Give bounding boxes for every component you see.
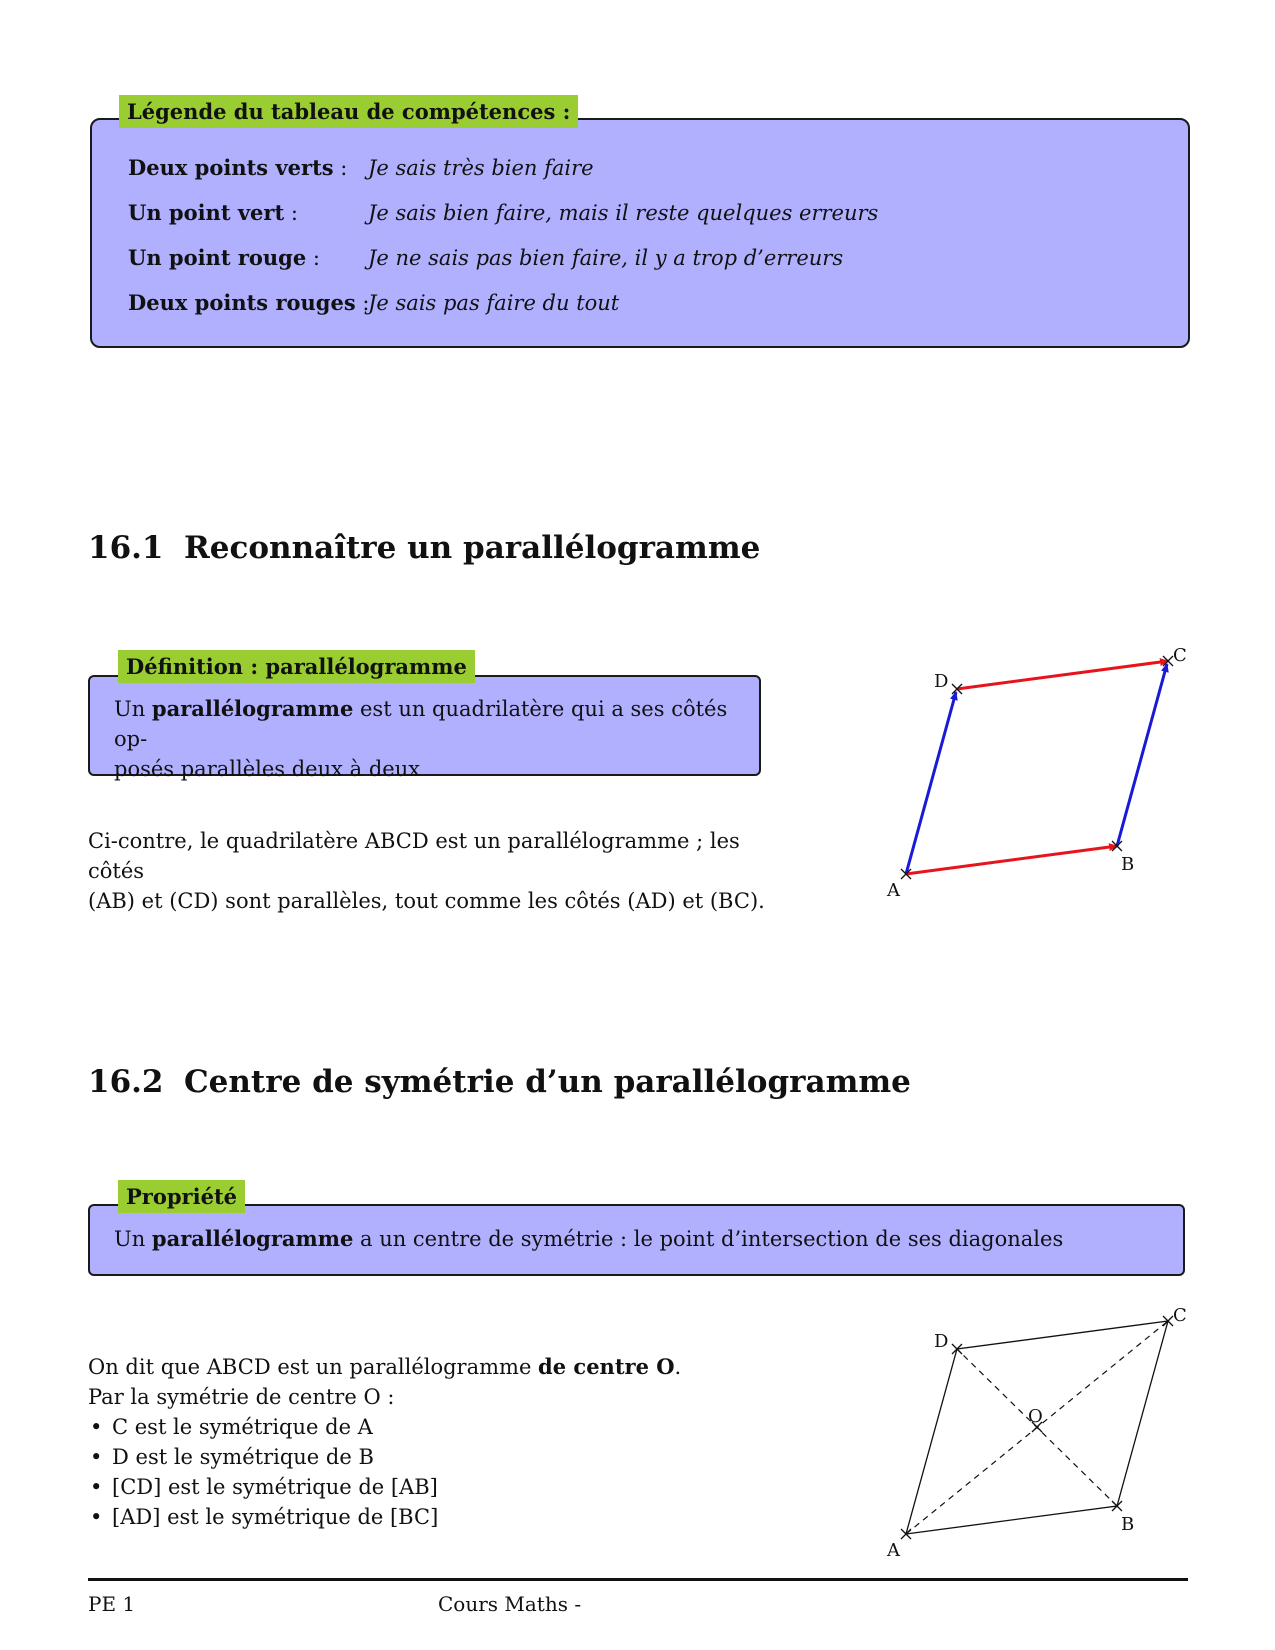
list-item: • [AD] est le symétrique de [BC] [88,1502,788,1532]
definition-text [114,694,754,784]
legend-sep: : [306,246,320,270]
section-title: Centre de symétrie d’un parallélogramme [184,1064,911,1100]
property-pre: Un [114,1227,152,1251]
section-title: Reconnaître un parallélogramme [184,530,761,566]
legend-sep: : [284,201,298,225]
definition-pre: Un [114,697,152,721]
section-heading-16-1 [88,530,760,566]
legend-key: Deux points rouges [128,290,356,315]
legend-value: Je ne sais pas bien faire, il y a trop d’erreurs [368,246,844,270]
legend-key: Deux points verts [128,155,334,180]
legend-row [128,289,619,317]
section1-text-line2: (AB) et (CD) sont parallèles, tout comme les côtés (AD) et (BC). [88,889,765,913]
label-a: A [887,880,900,900]
side-ad [906,692,956,874]
property-post: a un centre de symétrie : le point d’intersection de ses diagonales [353,1227,1064,1251]
side-dc [957,661,1168,689]
list-item: • C est le symétrique de A [88,1412,788,1442]
symmetry-list [88,1412,788,1532]
label-c: C [1173,645,1187,666]
property-text [114,1224,1063,1254]
label-c: C [1173,1305,1187,1326]
definition-bold: parallélogramme [151,696,354,721]
legend-row [128,199,878,227]
legend-row [128,154,594,182]
symmetry-figure [870,1300,1200,1560]
footer-rule [88,1578,1188,1581]
label-a: A [887,1540,900,1560]
side-ab [906,846,1117,874]
definition-title: Définition : parallélogramme [118,650,475,683]
legend-key: Un point vert [128,200,285,225]
label-d: D [934,1331,949,1352]
legend-row [128,244,843,272]
legend-value: Je sais pas faire du tout [368,291,620,315]
list-item: • D est le symétrique de B [88,1442,788,1472]
footer-center: Cours Maths - [438,1592,582,1616]
section-heading-16-2 [88,1064,911,1100]
section2-paragraph [88,1352,788,1532]
legend-value: Je sais très bien faire [368,156,594,180]
legend-title: Légende du tableau de compétences : [119,95,578,128]
property-bold: parallélogramme [151,1226,354,1251]
section2-text-line2: Par la symétrie de centre O : [88,1385,395,1409]
section-number: 16.1 [88,530,164,566]
property-title: Propriété [118,1180,245,1213]
legend-sep: : [355,291,370,315]
section2-text-bold: de centre O [538,1354,675,1379]
definition-post: est un quadrilatère qui a ses côtés op- [114,697,728,751]
section2-text-post: . [674,1355,682,1379]
label-b: B [1121,854,1135,875]
list-item: • [CD] est le symétrique de [AB] [88,1472,788,1502]
section1-text-line1: Ci-contre, le quadrilatère ABCD est un parallélogramme ; les côtés [88,829,740,883]
parallelogram-figure [870,640,1200,900]
legend-key: Un point rouge [128,245,307,270]
label-d: D [934,671,949,692]
section2-text-pre: On dit que ABCD est un parallélogramme [88,1355,539,1379]
legend-sep: : [333,156,348,180]
footer-left: PE 1 [88,1592,136,1616]
definition-line2: posés parallèles deux à deux [114,757,421,781]
legend-value: Je sais bien faire, mais il reste quelques erreurs [368,201,879,225]
side-bc [1117,664,1167,846]
section-number: 16.2 [88,1064,164,1100]
section1-paragraph [88,826,788,916]
label-b: B [1121,1514,1135,1535]
label-o: O [1028,1406,1043,1427]
